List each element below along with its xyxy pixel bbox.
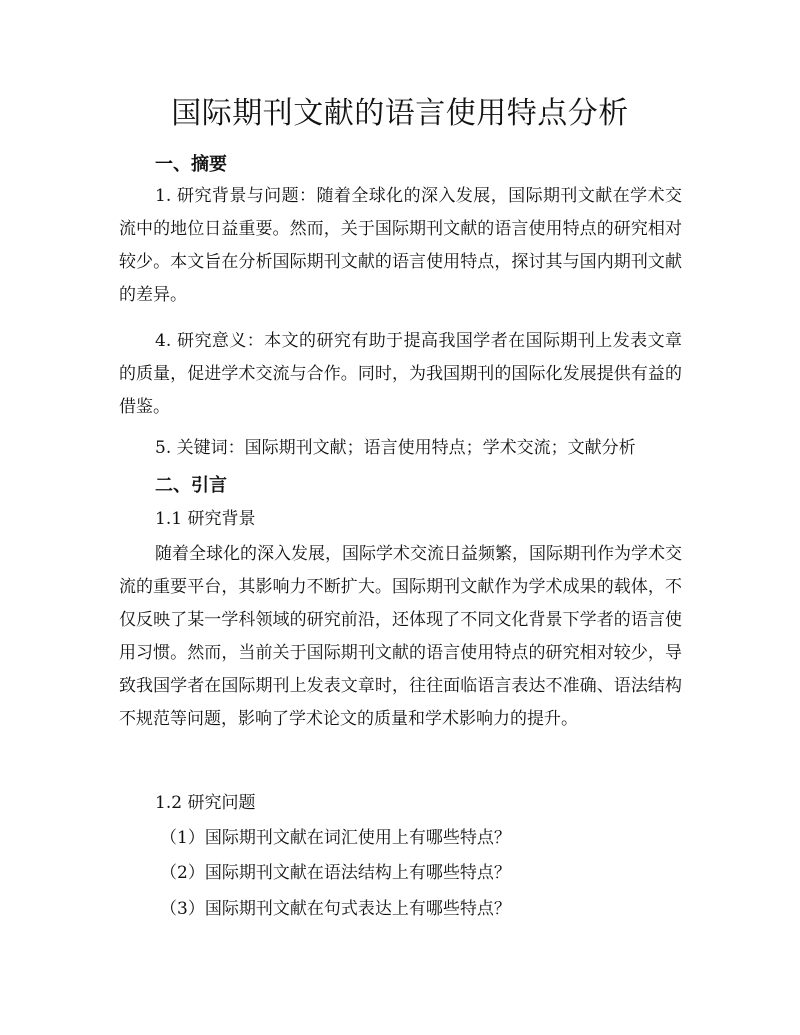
subsection-title-questions: 1.2 研究问题 <box>155 793 256 813</box>
background-paragraph: 随着全球化的深入发展，国际学术交流日益频繁，国际期刊作为学术交流的重要平台，其影响力不断扩大。国际期刊文献作为学术成果的载体，不仅反映了某一学科领域的研究前沿，还体现了不同文化背景下学者的语言使用习惯。然而，当前关于国际期刊文献的语言使用特点的研究相对较少，导致我国学者在国际期刊上发表文章时，往往面临语言表达不准确、语法结构不规范等问题，影响了学术论文的质量和学术影响力的提升。 <box>119 544 682 729</box>
document-title: 国际期刊文献的语言使用特点分析 <box>171 96 629 131</box>
question-item-1: （1）国际期刊文献在词汇使用上有哪些特点？ <box>160 828 511 848</box>
subsection-title-background: 1.1 研究背景 <box>155 509 256 529</box>
abstract-item-keywords: 5. 关键词：国际期刊文献；语言使用特点；学术交流；文献分析 <box>155 438 636 458</box>
section-heading-abstract: 一、摘要 <box>155 154 227 175</box>
section-heading-introduction: 二、引言 <box>155 475 227 496</box>
abstract-item-significance: 4. 研究意义：本文的研究有助于提高我国学者在国际期刊上发表文章的质量，促进学术交流与合作。同时，为我国期刊的国际化发展提供有益的借鉴。 <box>119 331 682 417</box>
question-item-2: （2）国际期刊文献在语法结构上有哪些特点？ <box>160 863 511 883</box>
question-item-3: （3）国际期刊文献在句式表达上有哪些特点？ <box>160 899 511 919</box>
abstract-item-background: 1. 研究背景与问题：随着全球化的深入发展，国际期刊文献在学术交流中的地位日益重要。然而，关于国际期刊文献的语言使用特点的研究相对较少。本文旨在分析国际期刊文献的语言使用特点，探讨其与国内期刊文献的差异。 <box>119 186 682 305</box>
